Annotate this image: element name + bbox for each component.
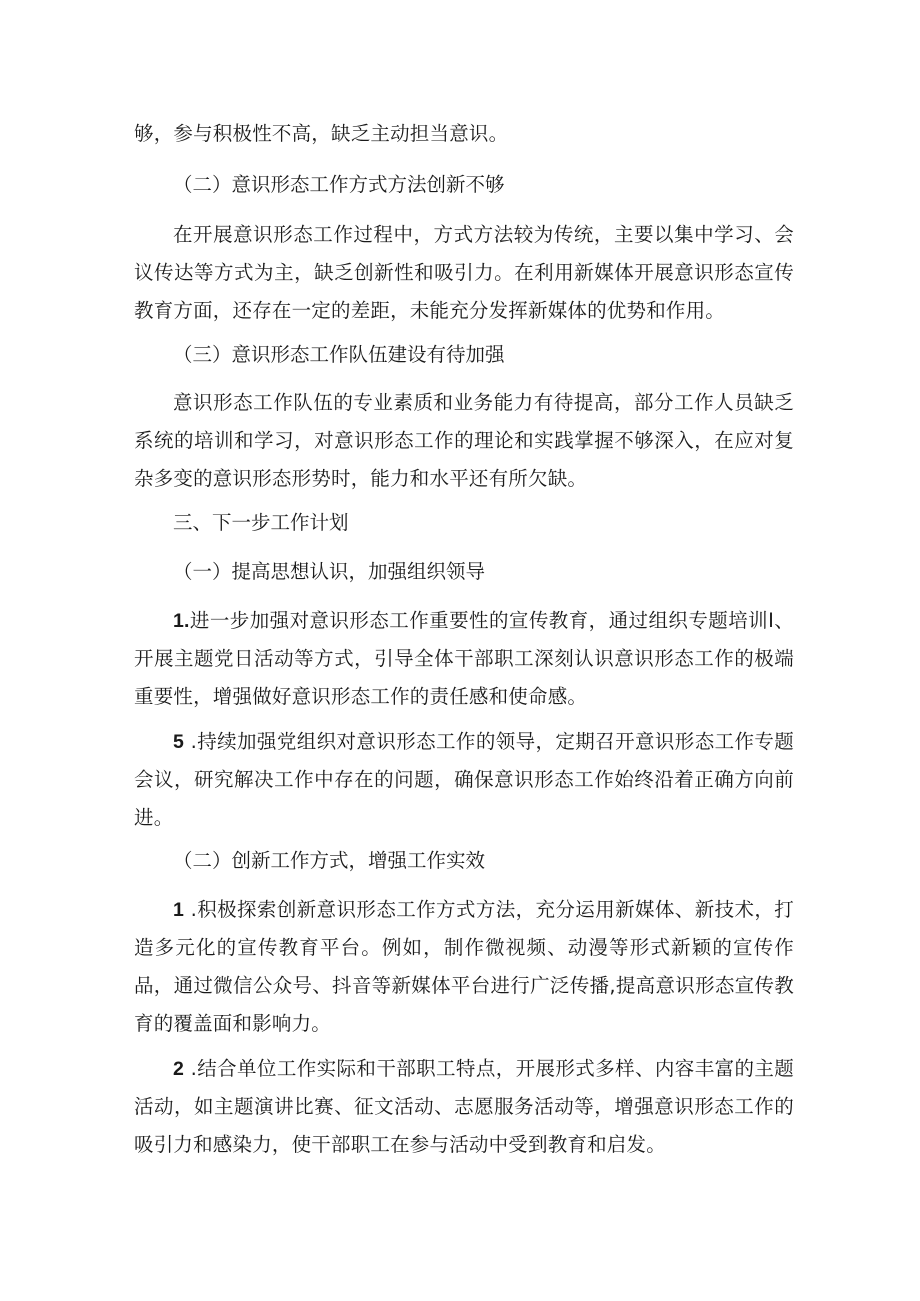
paragraph-3-1-1 xyxy=(134,602,794,716)
paragraph-2-3: 意识形态工作队伍的专业素质和业务能力有待提高，部分工作人员缺乏系统的培训和学习，对意识形态工作的理论和实践掌握不够深入，在应对复杂多变的意识形态形势时，能力和水平还有所欠缺。 xyxy=(134,391,794,490)
item-number: 5 xyxy=(173,731,185,753)
item-text: .积极探索创新意识形态工作方式方法，充分运用新媒体、新技术，打造多元化的宣传教育平台。例如，制作微视频、动漫等形式新颖的宣传作品，通过微信公众号、抖音等新媒体平台进行广泛传播,提高意识形态宣传教育的覆盖面和影响力。 xyxy=(134,898,794,1035)
paragraph-3-1-2 xyxy=(134,723,794,837)
section-heading-3: 三、下一步工作计划 xyxy=(173,511,349,534)
item-number: 1 xyxy=(173,899,185,921)
section-heading-3-2: （二）创新工作方式，增强工作实效 xyxy=(173,849,486,872)
section-heading-3-1: （一）提高思想认识，加强组织领导 xyxy=(173,560,486,583)
section-heading-2-2: （二）意识形态工作方式方法创新不够 xyxy=(173,173,505,196)
item-number: 1. xyxy=(173,610,190,632)
item-text: 进一步加强对意识形态工作重要性的宣传教育，通过组织专题培训I、开展主题党日活动等方式，引导全体干部职工深刻认识意识形态工作的极端重要性，增强做好意识形态工作的责任感和使命感。 xyxy=(134,609,794,708)
paragraph-3-2-2 xyxy=(134,1050,794,1164)
item-number: 2 xyxy=(173,1058,185,1080)
paragraph-2-2: 在开展意识形态工作过程中，方式方法较为传统，主要以集中学习、会议传达等方式为主，缺乏创新性和吸引力。在利用新媒体开展意识形态宣传教育方面，还存在一定的差距，未能充分发挥新媒体的优势和作用。 xyxy=(134,223,794,322)
section-heading-2-3: （三）意识形态工作队伍建设有待加强 xyxy=(173,343,505,366)
paragraph-3-2-1 xyxy=(134,891,794,1043)
item-text: .持续加强党组织对意识形态工作的领导，定期召开意识形态工作专题会议，研究解决工作中存在的问题，确保意识形态工作始终沿着正确方向前进。 xyxy=(134,730,794,829)
item-text: .结合单位工作实际和干部职工特点，开展形式多样、内容丰富的主题活动，如主题演讲比赛、征文活动、志愿服务活动等，增强意识形态工作的吸引力和感染力，使干部职工在参与活动中受到教育和启发。 xyxy=(134,1057,794,1156)
paragraph-continued: 够，参与积极性不高，缺乏主动担当意识。 xyxy=(134,122,509,145)
